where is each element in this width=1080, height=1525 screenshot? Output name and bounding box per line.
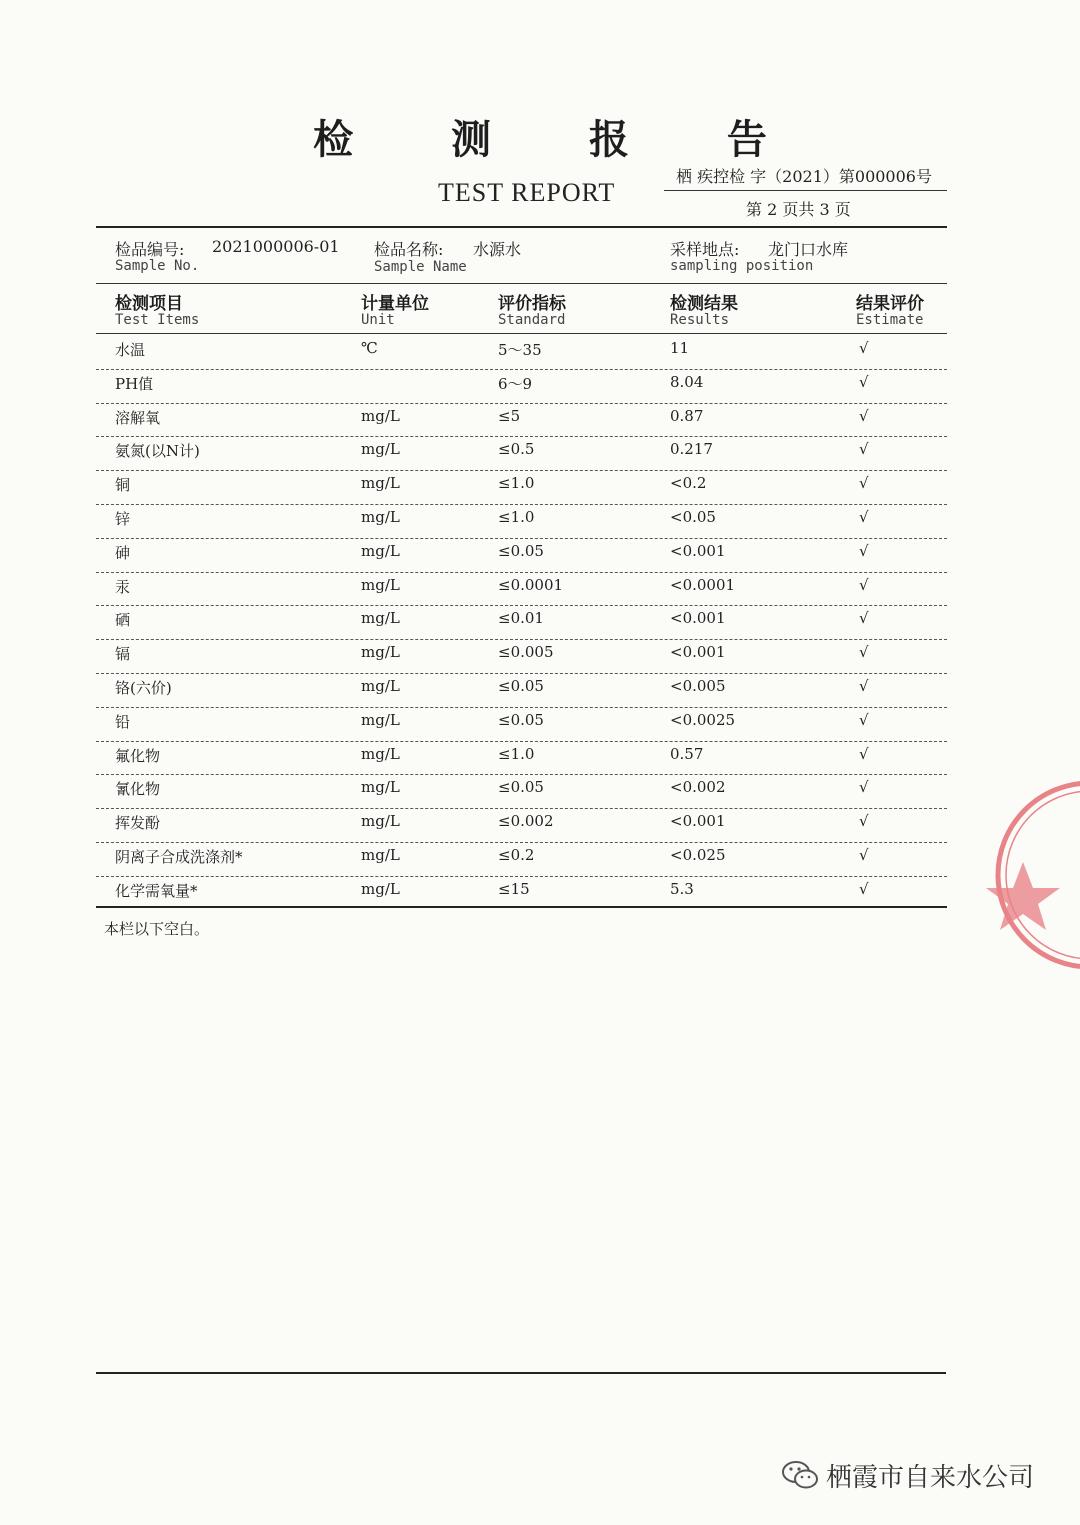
row-standard: ≤0.5 — [498, 440, 535, 459]
row-result: 0.87 — [670, 406, 704, 425]
row-result: <0.001 — [670, 541, 726, 560]
row-divider — [96, 774, 947, 775]
row-standard: ≤0.0001 — [498, 575, 564, 594]
row-divider — [96, 470, 947, 471]
row-standard: ≤15 — [498, 879, 530, 898]
row-item: 氰化物 — [115, 780, 161, 799]
row-unit: mg/L — [361, 508, 400, 526]
row-standard: ≤5 — [498, 406, 521, 425]
row-item: 汞 — [115, 577, 131, 596]
row-unit: mg/L — [361, 778, 400, 797]
row-result: <0.025 — [670, 846, 726, 864]
col-header-standard-en: Standard — [498, 312, 566, 328]
inspection-stamp — [985, 770, 1080, 980]
row-unit: mg/L — [361, 677, 400, 695]
row-standard: ≤0.05 — [498, 541, 544, 560]
sampling-position-label-en: sampling position — [670, 258, 814, 274]
row-result: <0.001 — [670, 609, 726, 628]
row-item: 氟化物 — [115, 746, 161, 765]
row-unit: mg/L — [361, 643, 400, 662]
row-estimate: √ — [859, 812, 869, 831]
row-estimate: √ — [859, 508, 869, 526]
row-divider — [96, 741, 947, 742]
report-title-en: TEST REPORT — [438, 178, 616, 207]
row-result: 5.3 — [670, 879, 694, 898]
row-estimate: √ — [859, 406, 869, 425]
row-divider — [96, 639, 947, 640]
row-item: 铅 — [115, 712, 131, 731]
row-standard: ≤0.05 — [498, 778, 544, 797]
row-result: 11 — [670, 339, 690, 357]
row-divider — [96, 369, 947, 370]
source-watermark — [780, 1455, 1034, 1495]
row-unit: mg/L — [361, 474, 400, 493]
row-divider — [96, 808, 947, 809]
row-item: 铜 — [115, 476, 131, 495]
row-item: 镉 — [115, 645, 131, 664]
row-estimate: √ — [859, 541, 869, 560]
row-result: <0.001 — [670, 812, 726, 831]
document-number-underline — [664, 190, 947, 191]
row-item: 挥发酚 — [115, 814, 161, 833]
col-header-standard: 评价指标 — [498, 294, 566, 314]
sample-name-label: 检品名称: — [374, 240, 444, 259]
row-divider — [96, 538, 947, 539]
page-bottom-rule — [96, 1372, 946, 1374]
row-divider — [96, 504, 947, 505]
row-unit: mg/L — [361, 710, 400, 729]
col-header-estimate: 结果评价 — [856, 294, 924, 314]
row-estimate: √ — [859, 474, 869, 493]
col-header-results: 检测结果 — [670, 294, 738, 314]
row-standard: ≤0.005 — [498, 643, 554, 662]
row-item: 化学需氧量* — [115, 881, 198, 900]
row-unit: mg/L — [361, 440, 400, 459]
row-item: 锌 — [115, 510, 131, 528]
row-unit: mg/L — [361, 879, 400, 898]
row-estimate: √ — [859, 372, 869, 391]
row-unit: mg/L — [361, 575, 400, 594]
row-divider — [96, 572, 947, 573]
row-unit: mg/L — [361, 406, 400, 425]
row-unit: ℃ — [361, 339, 378, 357]
row-result: <0.2 — [670, 474, 707, 493]
row-standard: 5～35 — [498, 341, 542, 359]
col-header-item: 检测项目 — [115, 294, 183, 314]
col-header-estimate-en: Estimate — [856, 312, 924, 328]
row-standard: ≤0.002 — [498, 812, 554, 831]
sampling-position-label: 采样地点: — [670, 240, 740, 259]
row-unit: mg/L — [361, 609, 400, 628]
row-result: <0.002 — [670, 778, 726, 797]
row-standard: ≤1.0 — [498, 508, 535, 526]
wechat-icon — [780, 1455, 820, 1495]
sample-no-label-en: Sample No. — [115, 258, 200, 274]
row-standard: 6～9 — [498, 374, 533, 393]
row-estimate: √ — [859, 677, 869, 695]
row-estimate: √ — [859, 609, 869, 628]
table-bottom-rule — [96, 906, 947, 908]
row-result: 8.04 — [670, 372, 704, 391]
row-standard: ≤0.2 — [498, 846, 535, 864]
row-item: 阴离子合成洗涤剂* — [115, 848, 243, 866]
row-estimate: √ — [859, 643, 869, 662]
row-estimate: √ — [859, 710, 869, 729]
row-result: <0.0001 — [670, 575, 736, 594]
row-result: 0.57 — [670, 744, 704, 763]
row-estimate: √ — [859, 778, 869, 797]
info-bottom-rule — [96, 283, 947, 284]
document-number: 栖 疾控检 字（2021）第000006号 — [676, 167, 932, 186]
row-result: <0.001 — [670, 643, 726, 662]
row-estimate: √ — [859, 879, 869, 898]
col-header-results-en: Results — [670, 312, 730, 328]
row-result: <0.0025 — [670, 710, 736, 729]
row-standard: ≤0.05 — [498, 710, 544, 729]
row-item: 水温 — [115, 341, 146, 359]
row-item: 氨氮(以N计) — [115, 442, 200, 461]
row-estimate: √ — [859, 744, 869, 763]
row-standard: ≤0.05 — [498, 677, 544, 695]
sample-no-label: 检品编号: — [115, 240, 185, 259]
row-item: PH值 — [115, 374, 154, 393]
row-divider — [96, 876, 947, 877]
page-info: 第 2 页共 3 页 — [746, 200, 851, 219]
row-unit: mg/L — [361, 846, 400, 864]
row-standard: ≤1.0 — [498, 744, 535, 763]
col-header-item-en: Test Items — [115, 312, 200, 328]
row-divider — [96, 707, 947, 708]
row-unit: mg/L — [361, 744, 400, 763]
row-unit: mg/L — [361, 812, 400, 831]
row-item: 铬(六价) — [115, 679, 172, 697]
row-item: 砷 — [115, 543, 131, 562]
row-item: 溶解氧 — [115, 408, 161, 427]
row-estimate: √ — [859, 846, 869, 864]
row-unit: mg/L — [361, 541, 400, 560]
row-estimate: √ — [859, 339, 869, 357]
row-estimate: √ — [859, 575, 869, 594]
header-bottom-rule — [96, 333, 947, 334]
sample-no-value: 2021000006-01 — [212, 237, 340, 256]
row-result: <0.05 — [670, 508, 716, 526]
sample-name-label-en: Sample Name — [374, 259, 467, 275]
report-title-cn: 检 测 报 告 — [313, 116, 809, 163]
blank-below-note: 本栏以下空白。 — [104, 920, 210, 938]
sample-name-value: 水源水 — [473, 240, 522, 259]
top-rule — [96, 226, 947, 228]
row-estimate: √ — [859, 440, 869, 459]
row-result: 0.217 — [670, 440, 713, 459]
sampling-position-value: 龙门口水库 — [768, 240, 849, 259]
row-divider — [96, 403, 947, 404]
row-divider — [96, 673, 947, 674]
col-header-unit-en: Unit — [361, 312, 395, 328]
row-divider — [96, 436, 947, 437]
watermark-text: 栖霞市自来水公司 — [826, 1462, 1035, 1493]
row-result: <0.005 — [670, 677, 726, 695]
row-divider — [96, 605, 947, 606]
col-header-unit: 计量单位 — [361, 294, 429, 314]
row-standard: ≤0.01 — [498, 609, 544, 628]
row-divider — [96, 842, 947, 843]
row-standard: ≤1.0 — [498, 474, 535, 493]
row-item: 硒 — [115, 611, 131, 630]
